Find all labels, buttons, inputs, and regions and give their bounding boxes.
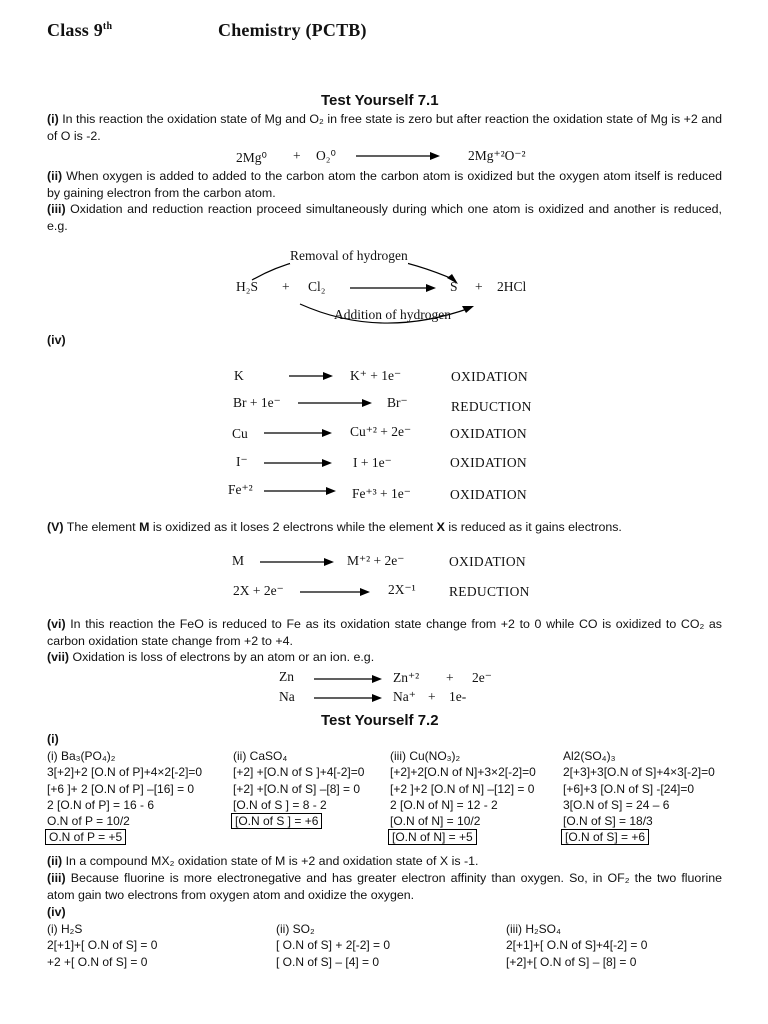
iv-rhs: Br⁻: [387, 395, 408, 410]
calc-column-cuno32: [390, 748, 536, 846]
vii-rhs: Na⁺: [393, 689, 416, 704]
arrow-icon: [264, 486, 336, 496]
calc-column-al2so43: [563, 748, 715, 846]
calc-line: [O.N of N] = 10/2: [390, 814, 481, 829]
diagram-addition-label: Addition of hydrogen: [334, 307, 451, 322]
diagram-s: S: [450, 279, 458, 294]
iv-rhs: Fe⁺³ + 1e⁻: [352, 486, 411, 501]
calc-line: 2[+1]+[ O.N of S]+4[-2] = 0: [506, 938, 648, 953]
eq1-arrow: [356, 150, 440, 162]
answer-box: [O.N of N] = +5: [388, 829, 477, 845]
arrow-icon: [260, 557, 334, 567]
eq1-lhs: 2Mg⁰: [236, 150, 267, 165]
calc-line: (i) H₂S: [47, 922, 83, 936]
calc-line: 2[+1]+[ O.N of S] = 0: [47, 938, 158, 953]
calc-column-ba3po42: [47, 748, 202, 846]
calc-line: [ O.N of S] – [4] = 0: [276, 954, 380, 969]
para-7-1-vii: (vii) Oxidation is loss of electrons by an atom or an ion. e.g.: [47, 650, 375, 664]
calc-line: [+6 ]+ 2 [O.N of P] –[16] = 0: [47, 781, 195, 796]
arrow-icon: [264, 428, 332, 438]
calc-line: 2 [O.N of N] = 12 - 2: [390, 797, 498, 812]
calc-column-caso4: [233, 748, 364, 829]
iv-lhs: Br + 1e⁻: [233, 395, 281, 410]
iv-lhs: K: [234, 368, 244, 383]
class-label: Class 9th: [47, 20, 113, 40]
calc-column-h2s: [47, 921, 157, 970]
para-7-1-iii: (iii) Oxidation and reduction reaction proceed simultaneously during which one atom is oxidized and another is reduced, e.g.: [47, 202, 722, 233]
v-rhs: 2X⁻¹: [388, 582, 416, 597]
para-7-1-ii: (ii) When oxygen is added to added to the carbon atom the carbon atom is oxidized but the oxygen atom itself is reduced by gaining electron from the carbon atom.: [47, 169, 722, 200]
vii-rhs: Zn⁺²: [393, 670, 420, 685]
diagram-plus-2: +: [475, 279, 483, 294]
diagram-removal-label: Removal of hydrogen: [290, 248, 408, 263]
calc-line: Al2(SO₄)₃: [563, 749, 616, 763]
eq1-rhs: 2Mg⁺²O⁻²: [468, 148, 526, 163]
calc-line: [+2] +[O.N of S] –[8] = 0: [233, 781, 361, 796]
iv-lhs: Cu: [232, 426, 248, 441]
calc-column-h2so4: [506, 921, 647, 970]
calc-line: (iii) H₂SO₄: [506, 922, 561, 936]
calc-line: [O.N of S ] = 8 - 2: [233, 797, 327, 812]
arrow-icon: [289, 371, 333, 381]
calc-line: (iii) Cu(NO₃)₂: [390, 749, 461, 763]
iv-type: OXIDATION: [450, 426, 527, 441]
iv-type: OXIDATION: [451, 369, 528, 384]
para-7-2-ii: (ii) In a compound MX₂ oxidation state of M is +2 and oxidation state of X is -1.: [47, 854, 479, 868]
calc-line: [+2]+[ O.N of S] – [8] = 0: [506, 954, 637, 969]
iv-type: OXIDATION: [450, 487, 527, 502]
answer-box: [O.N of S ] = +6: [231, 813, 322, 829]
vii-lhs: Na: [279, 689, 295, 704]
calc-line: (i) Ba₃(PO₄)₂: [47, 749, 116, 763]
v-type: REDUCTION: [449, 584, 530, 599]
arrow-icon: [314, 674, 382, 684]
para-7-1-v: (V) The element M is oxidized as it loses 2 electrons while the element X is reduced as it gains electrons.: [47, 520, 622, 534]
para-7-1-vi: (vi) In this reaction the FeO is reduced to Fe as its oxidation state change from +2 to 0 while CO is oxidized to CO₂ as carbon oxidation state change from +2 to +4.: [47, 617, 722, 648]
para-7-1-i: (i) In this reaction the oxidation state of Mg and O₂ in free state is zero but after reaction the oxidation state of Mg is +2 and of O is -2.: [47, 112, 722, 143]
diagram-cl2: Cl₂: [308, 279, 326, 294]
arrow-icon: [314, 693, 382, 703]
v-rhs: M⁺² + 2e⁻: [347, 553, 405, 568]
iv-rhs: I + 1e⁻: [353, 455, 392, 470]
iv-type: REDUCTION: [451, 399, 532, 414]
calc-line: [+6]+3 [O.N of S] -[24]=0: [563, 781, 695, 796]
diagram-h2s: H₂S: [236, 279, 258, 294]
arrow-icon: [298, 398, 372, 408]
calc-line: 3[+2]+2 [O.N of P]+4×2[-2]=0: [47, 765, 203, 780]
label-7-2-iv: (iv): [47, 905, 66, 919]
para-7-2-iii: (iii) Because fluorine is more electronegative and has greater electron affinity than oxygen. So, in OF₂ the two fluorine atom gain two electrons from oxygen atom and oxidize the oxygen.: [47, 871, 722, 902]
label-7-2-i: (i): [47, 732, 59, 746]
calc-line: 3[O.N of S] = 24 – 6: [563, 797, 670, 812]
diagram-plus-1: +: [282, 279, 290, 294]
calc-line: +2 +[ O.N of S] = 0: [47, 954, 148, 969]
vii-plus: +: [428, 689, 436, 704]
subject-title: Chemistry (PCTB): [218, 20, 367, 40]
vii-electrons: 2e⁻: [472, 670, 492, 685]
answer-box: O.N of P = +5: [45, 829, 126, 845]
iv-lhs: Fe⁺²: [228, 482, 253, 497]
vii-electrons: 1e-: [449, 689, 467, 704]
vii-plus: +: [446, 670, 454, 685]
v-lhs: 2X + 2e⁻: [233, 583, 284, 598]
calc-line: (ii) CaSO₄: [233, 749, 288, 763]
iv-rhs: Cu⁺² + 2e⁻: [350, 424, 412, 439]
section-title-7-2: Test Yourself 7.2: [321, 712, 439, 729]
section-title-7-1: Test Yourself 7.1: [321, 92, 439, 109]
calc-line: (ii) SO₂: [276, 922, 315, 936]
v-lhs: M: [232, 553, 245, 568]
calc-line: [+2]+2[O.N of N]+3×2[-2]=0: [390, 765, 536, 780]
iv-rhs: K⁺ + 1e⁻: [350, 368, 402, 383]
arrow-icon: [300, 587, 370, 597]
calc-line: [O.N of S] = 18/3: [563, 814, 653, 829]
iv-type: OXIDATION: [450, 455, 527, 470]
calc-line: [+2 ]+2 [O.N of N] –[12] = 0: [390, 781, 535, 796]
answer-box: [O.N of S] = +6: [561, 829, 649, 845]
label-7-1-iv: (iv): [47, 333, 66, 347]
eq1-o2: O₂⁰: [316, 148, 336, 163]
calc-line: [ O.N of S] + 2[-2] = 0: [276, 938, 391, 953]
iv-lhs: I⁻: [236, 454, 248, 469]
eq1-plus: +: [293, 148, 301, 163]
arrow-icon: [264, 458, 332, 468]
vii-lhs: Zn: [279, 669, 294, 684]
calc-line: O.N of P = 10/2: [47, 814, 130, 829]
calc-line: 2 [O.N of P] = 16 - 6: [47, 797, 155, 812]
diagram-2hcl: 2HCl: [497, 279, 527, 294]
calc-line: [+2] +[O.N of S ]+4[-2]=0: [233, 765, 365, 780]
calc-column-so2: [276, 921, 390, 970]
v-type: OXIDATION: [449, 554, 526, 569]
calc-line: 2[+3]+3[O.N of S]+4×3[-2]=0: [563, 765, 715, 780]
